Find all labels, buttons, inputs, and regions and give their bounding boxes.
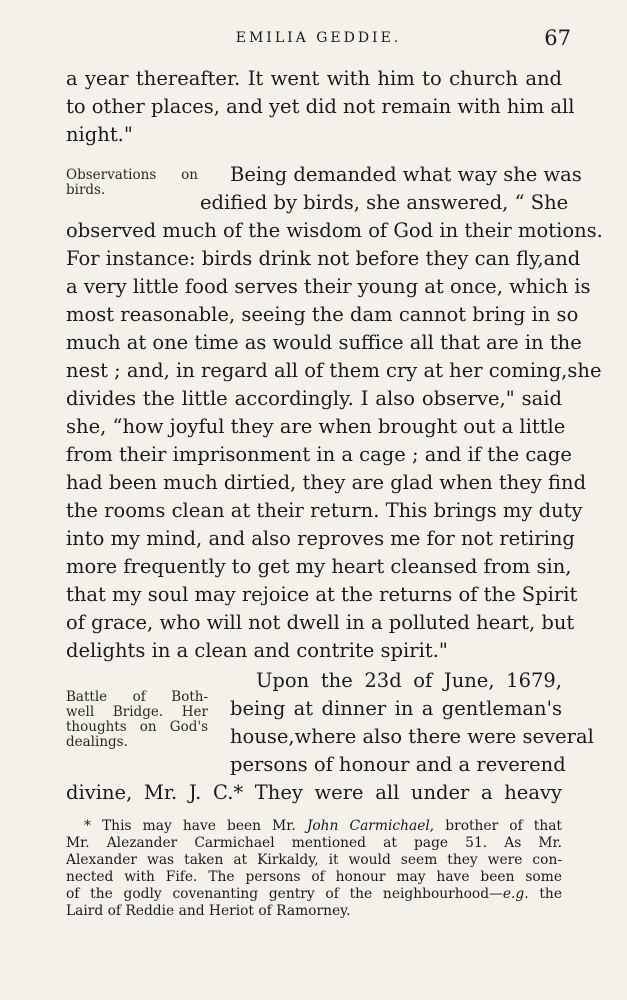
body-line: delights in a clean and contrite spirit." [66, 639, 448, 662]
sidenote-line: Battle of Both- [66, 689, 208, 705]
body-line: observed much of the wisdom of God in their motions. [66, 219, 603, 242]
footnote-line: Mr. Alezander Carmichael mentioned at page 51. As Mr. [66, 835, 562, 851]
body-line: that my soul may rejoice at the returns of the Spirit [66, 583, 578, 606]
body-line: most reasonable, seeing the dam cannot bring in so [66, 303, 579, 326]
body-line: Being demanded what way she was [230, 163, 582, 186]
footnote-name: John Carmichael [306, 818, 430, 834]
sidenote-line: thoughts on God's [66, 719, 208, 735]
body-line: divides the little accordingly. I also observe," said [66, 387, 562, 410]
footnote-text: , brother of that [429, 818, 562, 834]
footnote-line [66, 886, 562, 903]
body-line: more frequently to get my heart cleansed from sin, [66, 555, 572, 578]
body-line: nest ; and, in regard all of them cry at her coming,she [66, 359, 602, 382]
footnote-text: the [528, 886, 562, 902]
footnote-line: Alexander was taken at Kirkaldy, it would seem they were con- [66, 852, 562, 868]
footnote-line [84, 818, 562, 835]
footnote-text: of the godly covenanting gentry of the neighbourhood— [66, 886, 503, 902]
sidenote-battle [66, 690, 208, 750]
sidenote-line: Observations on [66, 167, 198, 183]
body-line: being at dinner in a gentleman's [230, 697, 562, 720]
sidenote-line: well Bridge. Her [66, 704, 208, 720]
body-line: Upon the 23d of June, 1679, [256, 669, 562, 692]
body-line: For instance: birds drink not before they can fly,and [66, 247, 581, 270]
page-number: 67 [544, 26, 571, 50]
footnote-text: * This may have been Mr. [84, 818, 307, 834]
running-title: EMILIA GEDDIE. [235, 30, 402, 46]
body-line: persons of honour and a reverend [230, 753, 566, 776]
body-line: a very little food serves their young at once, which is [66, 275, 591, 298]
body-line: had been much dirtied, they are glad when they find [66, 471, 587, 494]
footnote-line: Laird of Reddie and Heriot of Ramorney. [66, 903, 351, 919]
running-header [66, 26, 571, 52]
sidenote-line: dealings. [66, 734, 128, 750]
body-line: the rooms clean at their return. This brings my duty [66, 499, 583, 522]
sidenote-observations [66, 168, 198, 198]
footnote-abbrev: e.g. [502, 886, 529, 902]
footnote-line: nected with Fife. The persons of honour may have been some [66, 869, 562, 885]
body-line: of grace, who will not dwell in a polluted heart, but [66, 611, 575, 634]
body-line: divine, Mr. J. C.* They were all under a heavy [66, 781, 562, 804]
body-line: a year thereafter. It went with him to church and [66, 67, 562, 90]
body-line: from their imprisonment in a cage ; and if the cage [66, 443, 572, 466]
body-line: house,where also there were several [230, 725, 594, 748]
body-line: she, “how joyful they are when brought out a little [66, 415, 566, 438]
body-line: night." [66, 123, 133, 146]
body-line: edified by birds, she answered, “ She [200, 191, 569, 214]
sidenote-line: birds. [66, 182, 106, 198]
body-line: much at one time as would suffice all that are in the [66, 331, 582, 354]
body-line: into my mind, and also reproves me for not retiring [66, 527, 575, 550]
body-line: to other places, and yet did not remain with him all [66, 95, 575, 118]
